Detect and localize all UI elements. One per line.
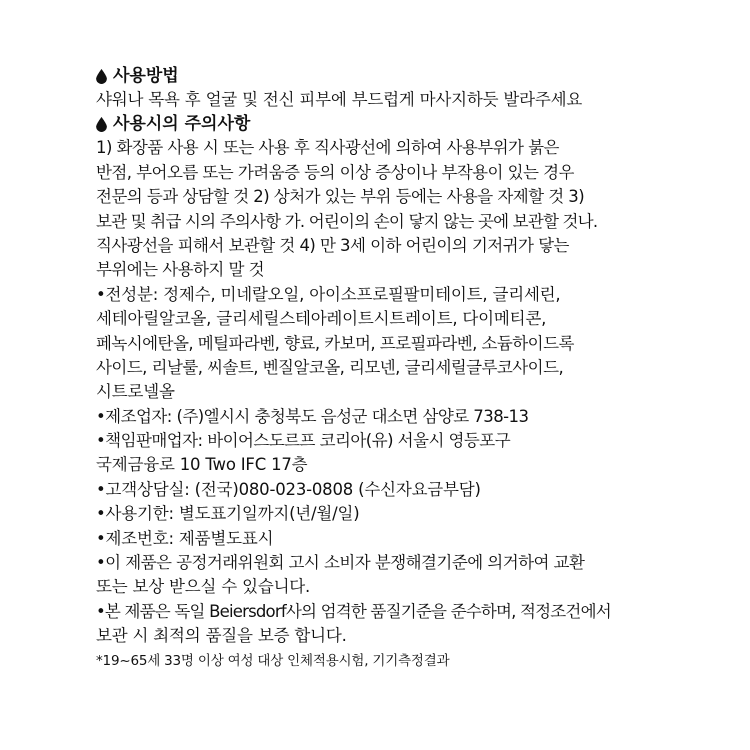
- customer-service-line: •고객상담실: (전국)080-023-0808 (수신자요금부담): [96, 479, 481, 499]
- ingredients-line: •전성분: 정제수, 미네랄오일, 아이소프로필팔미테이트, 글리세린,: [96, 284, 561, 304]
- ingredients-line: 시트로넬올: [96, 382, 175, 402]
- ingredients-line: 페녹시에탄올, 메틸파라벤, 향료, 카보머, 프로필파라벤, 소듐하이드록: [96, 333, 574, 353]
- lot-number-line: •제조번호: 제품별도표시: [96, 528, 274, 548]
- water-drop-icon: [96, 117, 107, 132]
- caution-heading: [96, 112, 666, 136]
- expiry-line: •사용기한: 별도표기일까지(년/월/일): [96, 504, 360, 524]
- distributor-address-line: 국제금융로 10 Two IFC 17층: [96, 455, 308, 475]
- ingredients-line: 세테아릴알코올, 글리세릴스테아레이트시트레이트, 다이메티콘,: [96, 309, 547, 329]
- product-label-text: [96, 64, 666, 673]
- footnote: *19~65세 33명 이상 여성 대상 인체적용시험, 기기측정결과: [96, 652, 450, 669]
- notice-line: 또는 보상 받으실 수 있습니다.: [96, 577, 311, 597]
- quality-line: 보관 시 최적의 품질을 보증 합니다.: [96, 626, 347, 646]
- quality-line: •본 제품은 독일 Beiersdorf사의 엄격한 품질기준을 준수하며, 적정조건에서: [96, 601, 611, 621]
- caution-line: 직사광선을 피해서 보관할 것 4) 만 3세 이하 어린이의 기저귀가 닿는: [96, 235, 569, 255]
- usage-instructions: 샤워나 목욕 후 얼굴 및 전신 피부에 부드럽게 마사지하듯 발라주세요: [96, 90, 583, 109]
- water-drop-icon: [96, 69, 107, 84]
- caution-line: 부위에는 사용하지 말 것: [96, 260, 264, 280]
- usage-heading: [96, 64, 666, 88]
- caution-line: 보관 및 취급 시의 주의사항 가. 어린이의 손이 닿지 않는 곳에 보관할 것나.: [96, 211, 598, 231]
- usage-heading-text: 사용방법: [113, 66, 179, 86]
- caution-line: 반점, 부어오름 또는 가려움증 등의 이상 증상이나 부작용이 있는 경우: [96, 162, 574, 182]
- ingredients-line: 사이드, 리날룰, 씨솔트, 벤질알코올, 리모넨, 글리세릴글루코사이드,: [96, 357, 564, 377]
- notice-line: •이 제품은 공정거래위원회 고시 소비자 분쟁해결기준에 의거하여 교환: [96, 553, 585, 573]
- caution-line: 1) 화장품 사용 시 또는 사용 후 직사광선에 의하여 사용부위가 붉은: [96, 138, 559, 158]
- manufacturer-line: •제조업자: (주)엘시시 충청북도 음성군 대소면 삼양로 738-13: [96, 406, 529, 426]
- distributor-line: •책임판매업자: 바이어스도르프 코리아(유) 서울시 영등포구: [96, 431, 511, 451]
- caution-heading-text: 사용시의 주의사항: [113, 114, 251, 135]
- caution-line: 전문의 등과 상담할 것 2) 상처가 있는 부위 등에는 사용을 자제할 것 3): [96, 187, 585, 207]
